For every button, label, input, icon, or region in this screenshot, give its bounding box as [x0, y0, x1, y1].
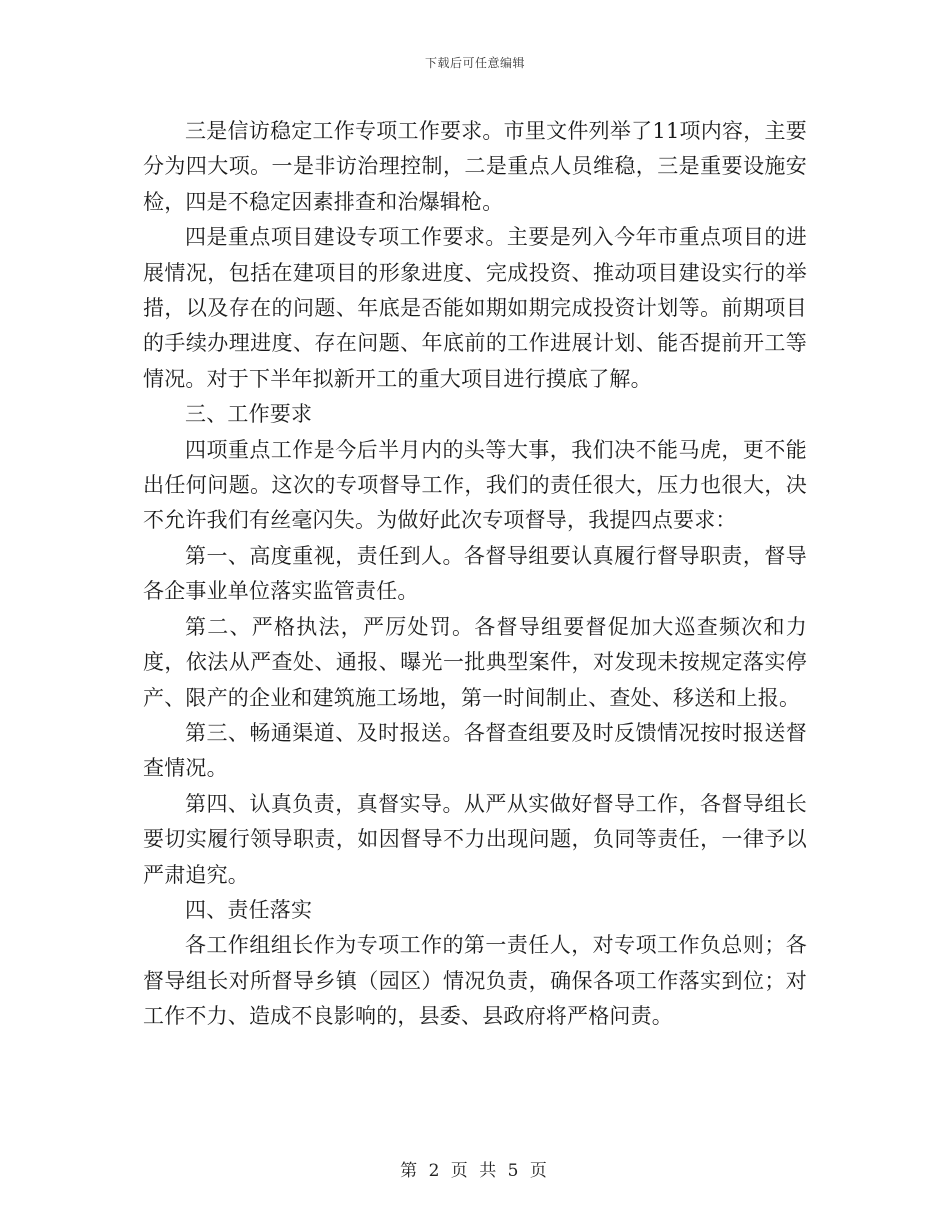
document-body	[143, 114, 807, 1035]
paragraph: 第三、畅通渠道、及时报送。各督查组要及时反馈情况按时报送督查情况。	[143, 720, 807, 781]
paragraph: 第四、认真负责，真督实导。从严从实做好督导工作，各督导组长要切实履行领导职责，如因督导不力出现问题，负同等责任，一律予以严肃追究。	[143, 791, 807, 887]
page-number: 第 2 页 共 5 页	[400, 1161, 550, 1181]
paragraph: 各工作组组长作为专项工作的第一责任人，对专项工作负总则；各督导组长对所督导乡镇（园区）情况负责，确保各项工作落实到位；对工作不力、造成不良影响的，县委、县政府将严格问责。	[143, 933, 807, 1029]
section-heading: 四、责任落实	[185, 897, 313, 922]
paragraph: 第二、严格执法，严厉处罚。各督导组要督促加大巡查频次和力度，依法从严查处、通报、曝光一批典型案件，对发现未按规定落实停产、限产的企业和建筑施工场地，第一时间制止、查处、移送和上报。	[143, 614, 807, 710]
paragraph: 四项重点工作是今后半月内的头等大事，我们决不能马虎，更不能出任何问题。这次的专项督导工作，我们的责任很大，压力也很大，决不允许我们有丝毫闪失。为做好此次专项督导，我提四点要求：	[143, 437, 807, 533]
section-heading: 三、工作要求	[185, 402, 313, 427]
page-header: 下载后可任意编辑	[424, 56, 525, 70]
paragraph: 四是重点项目建设专项工作要求。主要是列入今年市重点项目的进展情况，包括在建项目的形象进度、完成投资、推动项目建设实行的举措，以及存在的问题、年底是否能如期如期完成投资计划等。前期项目的手续办理进度、存在问题、年底前的工作进展计划、能否提前开工等情况。对于下半年拟新开工的重大项目进行摸底了解。	[143, 225, 807, 391]
paragraph: 三是信访稳定工作专项工作要求。市里文件列举了11项内容，主要分为四大项。一是非访治理控制，二是重点人员维稳，三是重要设施安检，四是不稳定因素排查和治爆辑枪。	[143, 119, 807, 214]
paragraph: 第一、高度重视，责任到人。各督导组要认真履行督导职责，督导各企事业单位落实监管责任。	[143, 543, 807, 604]
